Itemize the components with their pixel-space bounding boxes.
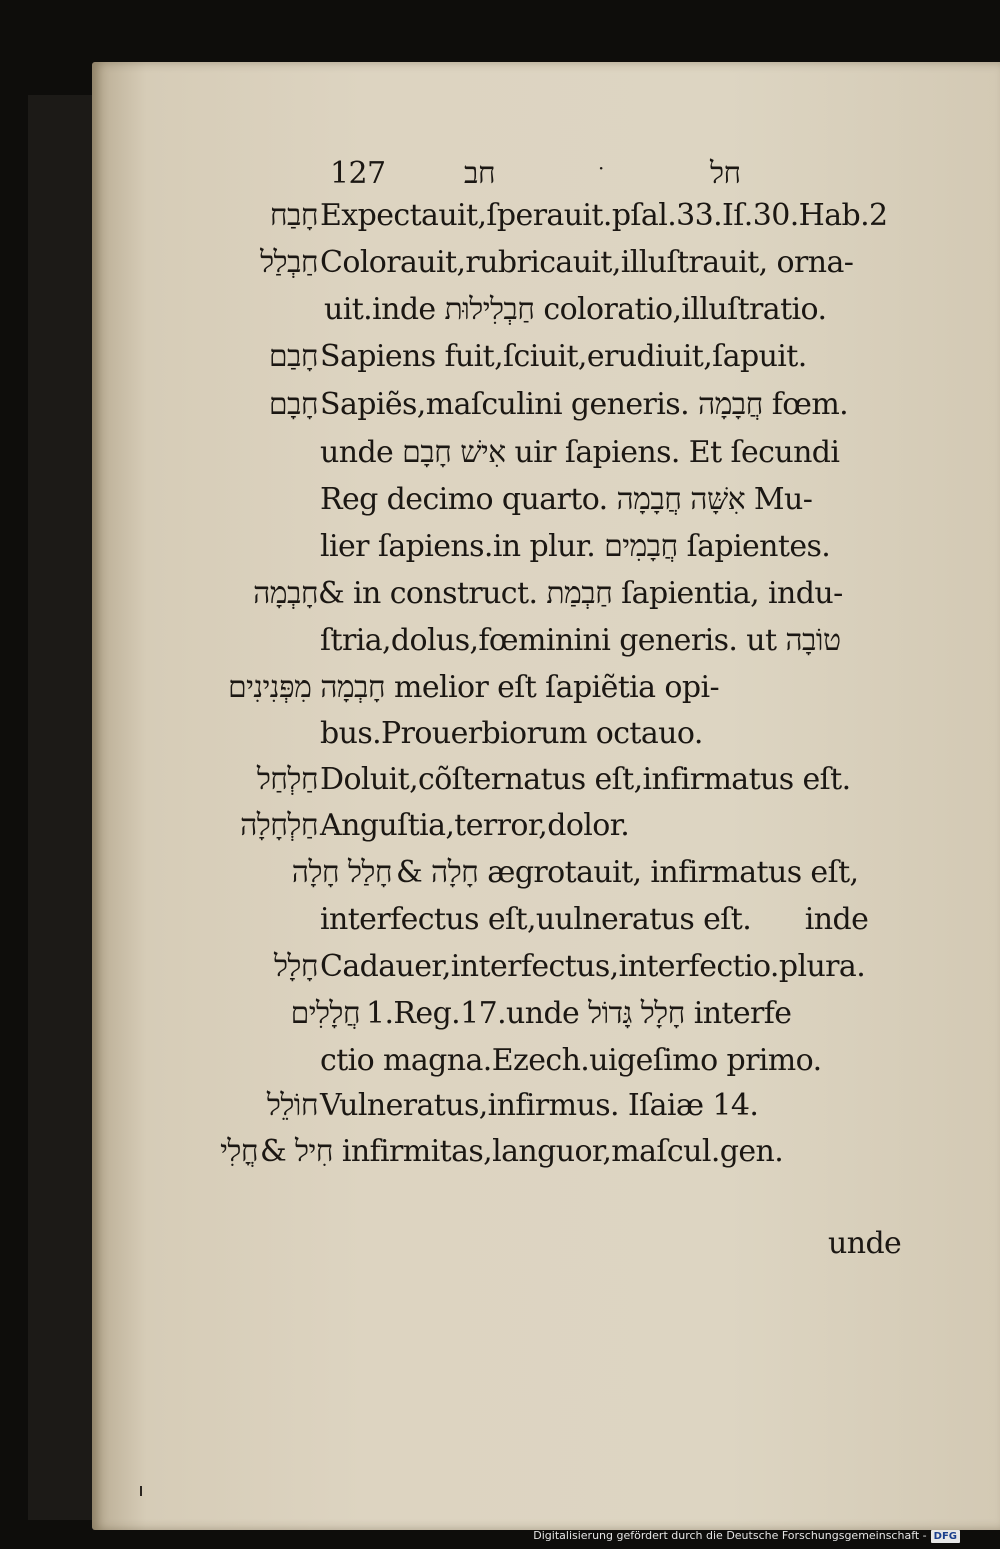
- latin-gloss: ctio magna.Ezech.uigeſimo primo.: [320, 1043, 822, 1078]
- latin-gloss: Sapiens fuit,ſciuit,erudiuit,ſapuit.: [320, 339, 807, 374]
- book-page: [92, 62, 1000, 1530]
- latin-gloss: uit.inde חַבְלִילוּת coloratio,illuſtratio.: [324, 292, 827, 327]
- entry-line: [92, 853, 1000, 893]
- hebrew-inline: חֲבָמָה: [697, 387, 763, 422]
- hebrew-inline: אִישׁ חָבָם: [402, 435, 506, 470]
- digitization-credit: [533, 1529, 960, 1543]
- latin-gloss: Cadauer,interfectus,interfectio.plura.: [320, 949, 866, 984]
- entry-line: [92, 196, 1000, 236]
- hebrew-lemma: חָלָל: [273, 949, 318, 984]
- hebrew-lemma: חַלְחָלָה: [240, 808, 318, 843]
- latin-gloss: 1.Reg.17.unde חָלָל גָּדוֹל interfe: [366, 996, 792, 1031]
- latin-gloss: Colorauit,rubricauit,illuſtrauit, orna-: [320, 245, 854, 280]
- latin-gloss: & חִיל infirmitas,languor,maſcul.gen.: [260, 1134, 784, 1169]
- latin-gloss: Expectauit,ſperauit.pſal.33.Iſ.30.Hab.2: [320, 198, 888, 233]
- hebrew-inline: חָבְמָה מִפְּנִינִים: [228, 670, 386, 705]
- latin-gloss: lier ſapiens.in plur. חֲבָמִים ſapientes.: [320, 529, 831, 564]
- hebrew-lemma: חָלַל חָלָה: [291, 855, 392, 890]
- latin-gloss: Vulneratus,infirmus. Iſaiæ 14.: [320, 1088, 759, 1123]
- entry-line: [92, 714, 1000, 754]
- entry-line: [92, 621, 1000, 661]
- running-head-dot: ·: [598, 156, 604, 180]
- hebrew-lemma: חָבַם: [268, 339, 318, 374]
- latin-gloss: Anguſtia,terror,dolor.: [320, 808, 630, 843]
- entry-line: [92, 668, 1000, 708]
- hebrew-lemma: חָבָם: [268, 387, 318, 422]
- entry-line: [92, 994, 1000, 1034]
- entry-line: [92, 290, 1000, 330]
- hebrew-lemma: חַבְלַל: [260, 245, 318, 280]
- hebrew-inline: חִיל: [295, 1134, 333, 1169]
- entry-line: [92, 527, 1000, 567]
- hebrew-inline: חַבְמַת: [546, 576, 613, 611]
- entry-line: [92, 574, 1000, 614]
- entry-line: [92, 900, 1000, 940]
- folio-number: 127: [330, 156, 386, 191]
- entry-line: [92, 1041, 1000, 1081]
- hebrew-lemma: חַלְחַל: [256, 762, 318, 797]
- hebrew-lemma: חוֹלֵל: [266, 1088, 318, 1123]
- page-text: [92, 62, 1000, 1530]
- hebrew-lemma: חֲלָלִים: [290, 996, 360, 1031]
- page-mark: [140, 1486, 142, 1496]
- latin-gloss: Doluit,cõſternatus eſt,infirmatus eſt.: [320, 762, 851, 797]
- hebrew-inline: אִשָּׁה חֲבָמָה: [616, 482, 745, 517]
- hebrew-lemma: חֳלִי: [220, 1134, 258, 1169]
- entry-line: [92, 243, 1000, 283]
- entry-line: [92, 433, 1000, 473]
- running-head-hebrew-left: חב: [464, 156, 496, 191]
- dfg-logo: DFG: [931, 1530, 960, 1543]
- hebrew-inline: חָלָל גָּדוֹל: [588, 996, 685, 1031]
- latin-gloss: חָבְמָה מִפְּנִינִים melior eſt ſapiẽtia opi-: [228, 670, 719, 705]
- hebrew-inline: חֲבָמִים: [604, 529, 678, 564]
- running-head-hebrew-right: חל: [710, 156, 741, 191]
- entry-line: [92, 760, 1000, 800]
- latin-gloss: bus.Prouerbiorum octauo.: [320, 716, 703, 751]
- latin-gloss: ſtria,dolus,fœminini generis. ut טוֹבָה: [320, 623, 841, 658]
- entry-line: [92, 480, 1000, 520]
- entry-line: [92, 947, 1000, 987]
- hebrew-inline: חַבְלִילוּת: [444, 292, 535, 327]
- credit-text: Digitalisierung gefördert durch die Deutsche Forschungsgemeinschaft -: [533, 1529, 927, 1542]
- hebrew-inline: חָלָה: [431, 855, 479, 890]
- entry-line: [92, 1132, 1000, 1172]
- entry-line: [92, 385, 1000, 425]
- hebrew-lemma: חָבַח: [269, 198, 318, 233]
- latin-gloss: unde אִישׁ חָבָם uir ſapiens. Et ſecundi: [320, 435, 840, 470]
- entry-line: [92, 806, 1000, 846]
- catchword: unde: [828, 1226, 902, 1261]
- latin-gloss: & in construct. חַבְמַת ſapientia, indu-: [318, 576, 843, 611]
- hebrew-inline: טוֹבָה: [785, 623, 841, 658]
- entry-line: [92, 1086, 1000, 1126]
- latin-gloss: interfectus eſt,uulneratus eſt. inde: [320, 902, 869, 937]
- latin-gloss: & חָלָה ægrotauit, infirmatus eſt,: [396, 855, 859, 890]
- entry-line: [92, 337, 1000, 377]
- latin-gloss: Reg decimo quarto. אִשָּׁה חֲבָמָה Mu-: [320, 482, 813, 517]
- hebrew-lemma: חָבְמָה: [253, 576, 318, 611]
- latin-gloss: Sapiẽs,maſculini generis. חֲבָמָה fœm.: [320, 387, 849, 422]
